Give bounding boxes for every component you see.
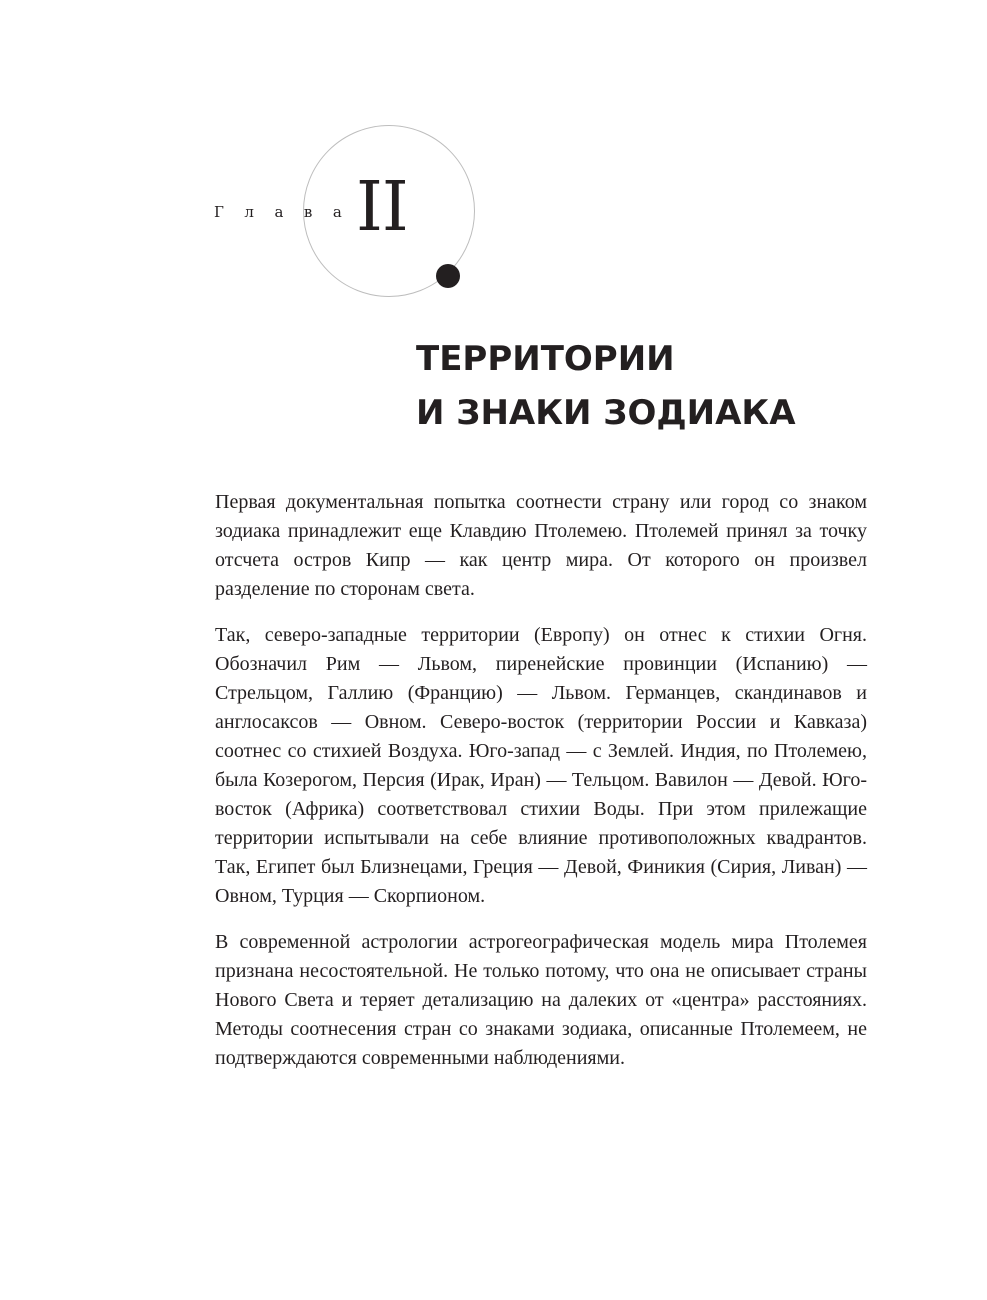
chapter-number: II xyxy=(356,168,408,247)
paragraph-1: Первая документальная попытка соотнести страну или город со знаком зодиака принадлежит еще Клавдию Птолемею. Птолемей принял за точку отсчета остров Кипр — как центр мира. От которого он произвел разделение по сторонам света. xyxy=(215,491,867,600)
chapter-label: Глава xyxy=(214,203,363,221)
paragraph-3: В современной астрологии астрогеографическая модель мира Птолемея признана несостоятельной. Не только потому, что она не описывает страны Нового Света и теряет детализацию на далеких от «центра» расстояниях. Методы соотнесения стран со знаками зодиака, описанные Птолемеем, не подтверждаются современными наблюдениями. xyxy=(215,931,867,1069)
chapter-title-line-2: И ЗНАКИ ЗОДИАКА xyxy=(416,393,796,433)
paragraph-2: Так, северо-западные территории (Европу) он отнес к стихии Огня. Обозначил Рим — Львом, пиренейские провинции (Испанию) — Стрельцом, Галлию (Францию) — Львом. Германцев, скандинавов и англосаксов — Овном. Северо-восток (территории России и Кавказа) соотнес со стихией Воздуха. Юго-запад — с Землей. Индия, по Птолемею, была Козерогом, Персия (Ирак, Иран) — Тельцом. Вавилон — Девой. Юго-восток (Африка) соответствовал стихии Воды. При этом прилежащие территории испытывали на себе влияние противоположных квадрантов. Так, Египет был Близнецами, Греция — Девой, Финикия (Сирия, Ливан) — Овном, Турция — Скорпионом. xyxy=(215,624,867,907)
chapter-title-line-1: ТЕРРИТОРИИ xyxy=(416,339,675,379)
chapter-title xyxy=(416,332,796,440)
chapter-dot xyxy=(436,264,460,288)
body-text xyxy=(215,488,867,1090)
